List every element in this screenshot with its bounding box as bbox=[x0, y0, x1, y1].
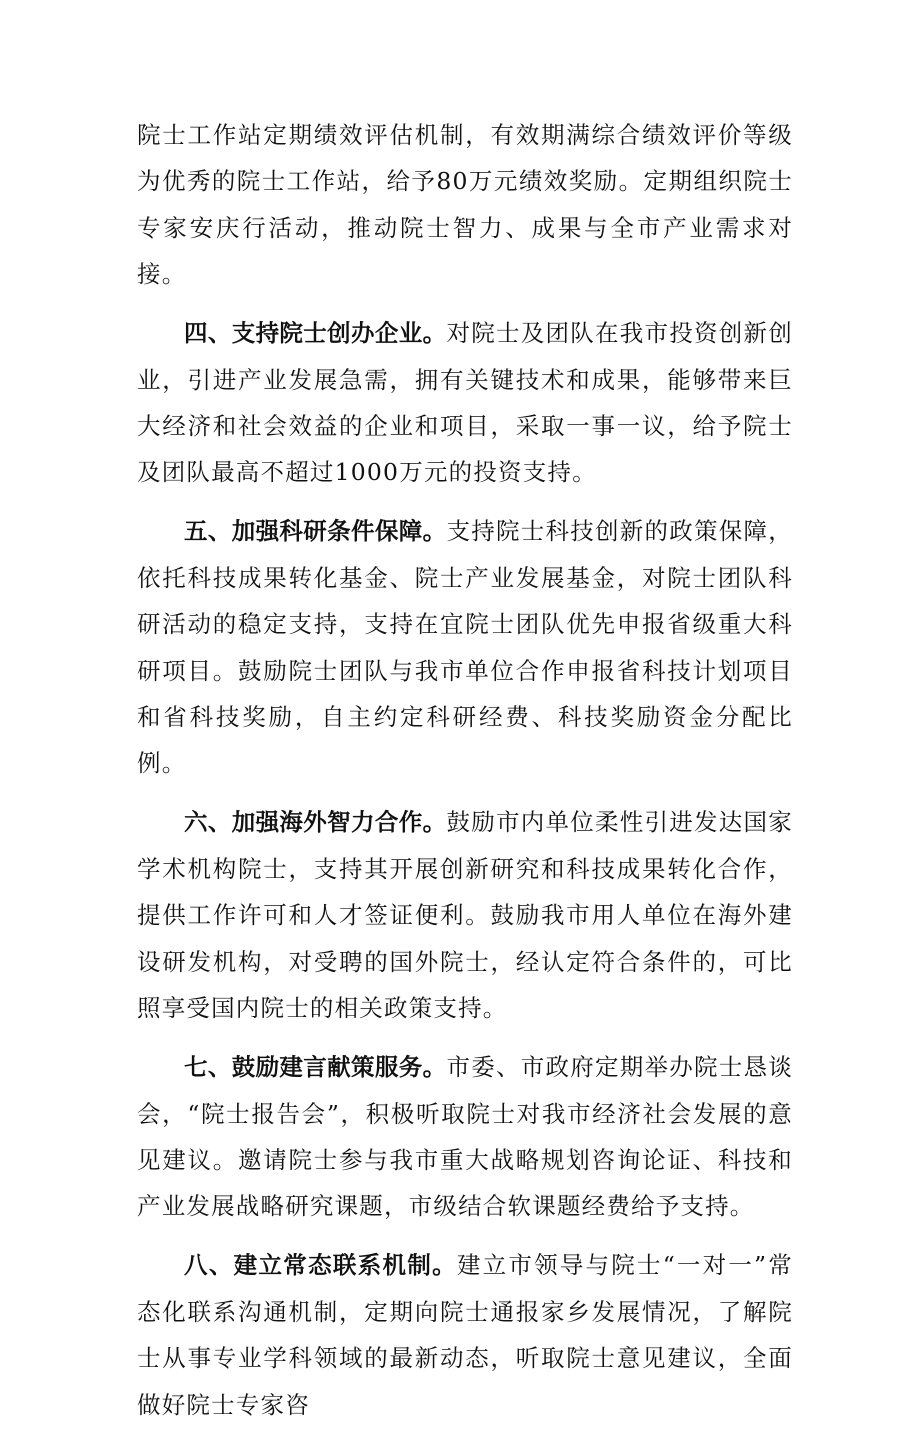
paragraph-section-6 bbox=[137, 799, 793, 1031]
paragraph-section-7 bbox=[137, 1044, 793, 1230]
document-body bbox=[137, 112, 793, 1441]
paragraph-section-5 bbox=[137, 508, 793, 786]
paragraph-text: 对院士及团队在我市投资创新创业，引进产业发展急需，拥有关键技术和成果，能够带来巨大经济和社会效益的企业和项目，采取一事一议，给予院士及团队最高不超过1000万元的投资支持。 bbox=[137, 319, 793, 487]
paragraph-text: 支持院士科技创新的政策保障，依托科技成果转化基金、院士产业发展基金，对院士团队科研活动的稳定支持，支持在宜院士团队优先申报省级重大科研项目。鼓励院士团队与我市单位合作申报省科技计划项目和省科技奖励，自主约定科研经费、科技奖励资金分配比例。 bbox=[137, 517, 793, 778]
section-heading: 四、支持院士创办企业。 bbox=[184, 319, 447, 348]
paragraph-section-4 bbox=[137, 310, 793, 496]
paragraph-text: 市委、市政府定期举办院士恳谈会，“院士报告会”，积极听取院士对我市经济社会发展的意见建议。邀请院士参与我市重大战略规划咨询论证、科技和产业发展战略研究课题，市级结合软课题经费给予支持。 bbox=[137, 1053, 793, 1221]
section-heading: 五、加强科研条件保障。 bbox=[184, 517, 447, 546]
paragraph-continuation bbox=[137, 112, 793, 298]
paragraph-text: 院士工作站定期绩效评估机制，有效期满综合绩效评价等级为优秀的院士工作站，给予80万元绩效奖励。定期组织院士专家安庆行活动，推动院士智力、成果与全市产业需求对接。 bbox=[137, 121, 793, 289]
paragraph-text: 建立市领导与院士“一对一”常态化联系沟通机制，定期向院士通报家乡发展情况，了解院士从事专业学科领域的最新动态，听取院士意见建议，全面做好院士专家咨 bbox=[137, 1251, 793, 1419]
paragraph-text: 鼓励市内单位柔性引进发达国家学术机构院士，支持其开展创新研究和科技成果转化合作，提供工作许可和人才签证便利。鼓励我市用人单位在海外建设研发机构，对受聘的国外院士，经认定符合条件的，可比照享受国内院士的相关政策支持。 bbox=[137, 808, 793, 1023]
section-heading: 六、加强海外智力合作。 bbox=[184, 808, 447, 837]
paragraph-section-8 bbox=[137, 1242, 793, 1428]
section-heading: 八、建立常态联系机制。 bbox=[184, 1251, 457, 1280]
section-heading: 七、鼓励建言献策服务。 bbox=[184, 1053, 447, 1082]
